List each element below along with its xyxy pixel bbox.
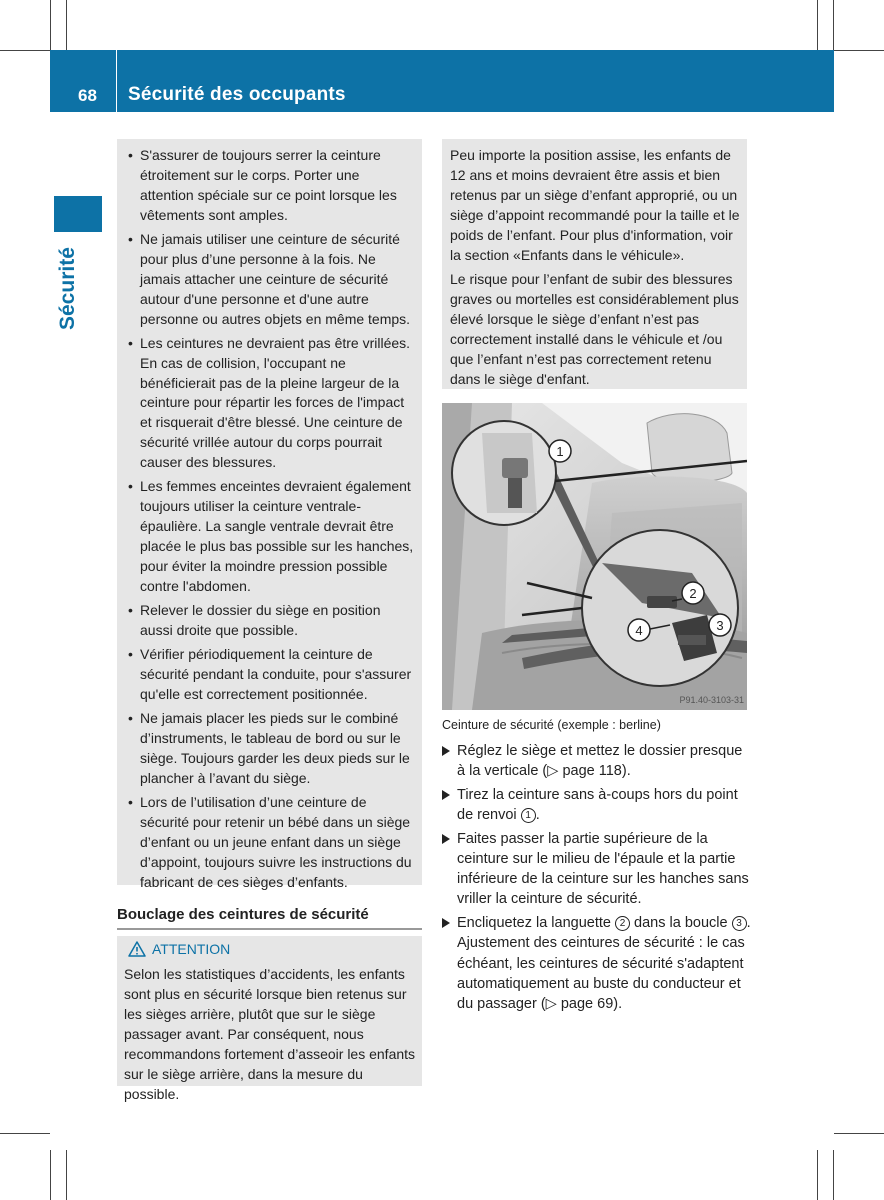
list-item: • S'assurer de toujours serrer la ceinture étroitement sur le corps. Porter une attention spéciale sur ce point lorsque les vêtements sont amples. bbox=[128, 147, 397, 223]
callout-1 bbox=[549, 440, 571, 462]
figure-caption: Ceinture de sécurité (exemple : berline) bbox=[442, 718, 661, 732]
warning-title-text: ATTENTION bbox=[152, 941, 231, 957]
crop-mark bbox=[833, 0, 834, 50]
step-text: Encliquetez la languette bbox=[457, 915, 615, 932]
side-tab-label: Sécurité bbox=[56, 247, 79, 330]
step-text: ). bbox=[613, 995, 623, 1012]
page-reference-link[interactable]: ▷ page 69 bbox=[545, 995, 614, 1012]
heading-rule bbox=[117, 928, 422, 930]
step-text: Ajustement des ceintures de sécurité : le cas échéant, les ceintures de sécurité s'adaptent automatiquement au buste du conducteur et du passager ( bbox=[457, 935, 745, 1012]
step-text: Faites passer la partie supérieure de la ceinture sur le milieu de l'épaule et la partie inférieure de la ceinture sur les hanches sans vriller la ceinture de sécurité. bbox=[457, 830, 749, 908]
step-arrow-icon bbox=[442, 834, 450, 844]
warning-triangle-icon bbox=[128, 941, 146, 957]
callout-number: 2 bbox=[615, 916, 630, 931]
list-item: • Les ceintures ne devraient pas être vrillées. En cas de collision, l'occupant ne bénéficierait pas de la pleine largeur de la ceinture pour répartir les forces de l'impact et risquerait d'être blessé. Une ceinture de sécurité vrillée autour du corps pourrait causer des blessures. bbox=[128, 334, 411, 471]
svg-text:4: 4 bbox=[635, 623, 643, 638]
bullet-text: Les femmes enceintes devraient également toujours utiliser la ceinture ventrale-épaulière. La sangle ventrale devrait être placée le plus bas possible sur les hanches, pour éviter la moindre pression possible contre l'abdomen. bbox=[140, 478, 414, 594]
safety-bullet-list bbox=[124, 146, 416, 897]
callout-4 bbox=[628, 619, 650, 641]
list-item: • Les femmes enceintes devraient également toujours utiliser la ceinture ventrale-épaulière. La sangle ventrale devrait être placée le plus bas possible sur les hanches, pour éviter la moindre pression possible contre l'abdomen. bbox=[128, 478, 414, 594]
bullet-text: Vérifier périodiquement la ceinture de sécurité pendant la conduite, pour s'assurer qu'elle est correctement positionnée. bbox=[140, 646, 412, 703]
crop-mark bbox=[50, 1150, 51, 1200]
callout-3 bbox=[709, 614, 731, 636]
warning-text: Selon les statistiques d’accidents, les enfants sont plus en sécurité lorsque bien retenus sur les sièges arrière, plutôt que sur le siège passager avant. Par conséquent, nous recommandons fortement d’asseoir les enfants sur le siège arrière, dans la mesure du possible. bbox=[124, 966, 416, 1102]
list-item: • Vérifier périodiquement la ceinture de sécurité pendant la conduite, pour s'assurer qu'elle est correctement positionnée. bbox=[128, 646, 412, 703]
svg-text:1: 1 bbox=[556, 444, 564, 459]
list-item: • Ne jamais placer les pieds sur le combiné d’instruments, le tableau de bord ou sur le siège. Toujours garder les deux pieds sur le plancher à l’avant du siège. bbox=[128, 710, 410, 786]
callout-number: 3 bbox=[732, 916, 747, 931]
seatbelt-illustration bbox=[442, 403, 747, 710]
callout-number: 1 bbox=[521, 808, 536, 823]
bullet-text: Ne jamais utiliser une ceinture de sécurité pour plus d’une personne à la fois. Ne jamais attacher une ceinture de sécurité autour d'une personne et d'une autre personne ou autres objets en même temps. bbox=[140, 230, 411, 327]
step-item bbox=[442, 741, 752, 781]
bullet-text: Ne jamais placer les pieds sur le combiné d’instruments, le tableau de bord ou sur le siège. Toujours garder les deux pieds sur le plancher à l’avant du siège. bbox=[140, 710, 410, 786]
crop-mark bbox=[0, 50, 50, 51]
step-arrow-icon bbox=[442, 790, 450, 800]
step-text: dans la boucle bbox=[630, 915, 732, 932]
figure-code: P91.40-3103-31 bbox=[679, 695, 744, 705]
paragraph: Peu importe la position assise, les enfants de 12 ans et moins devraient être assis et bien retenus par un siège d’enfant approprié, ou un siège d’appoint recommandé pour la taille et le poids de l’enfant. Pour plus d'information, voir la section «Enfants dans le véhicule». bbox=[450, 147, 740, 263]
page-reference-link[interactable]: ▷ page 118 bbox=[547, 763, 622, 780]
bullet-text: Lors de l’utilisation d’une ceinture de sécurité pour retenir un bébé dans un siège d’enfant ou un jeune enfant dans un siège d’appoint, toujours suivre les instructions du fabricant de ces sièges d’enfants. bbox=[140, 794, 412, 890]
crop-mark bbox=[66, 1150, 67, 1200]
crop-mark bbox=[833, 1150, 834, 1200]
svg-text:3: 3 bbox=[716, 618, 724, 633]
crop-mark bbox=[66, 0, 67, 50]
crop-mark bbox=[817, 0, 818, 50]
step-arrow-icon bbox=[442, 918, 450, 928]
crop-mark bbox=[50, 0, 51, 50]
crop-mark bbox=[817, 1150, 818, 1200]
list-item: • Relever le dossier du siège en position aussi droite que possible. bbox=[128, 602, 381, 639]
paragraph: Le risque pour l’enfant de subir des blessures graves ou mortelles est considérablement plus élevé lorsque le siège d’enfant n’est pas correctement installé dans le véhicule et /ou que l’enfant n’est pas correctement retenu dans le siège d'enfant. bbox=[450, 271, 739, 387]
step-arrow-icon bbox=[442, 746, 450, 756]
step-item bbox=[442, 913, 752, 1014]
step-text: Tirez la ceinture sans à-coups hors du point de renvoi bbox=[457, 786, 738, 824]
warning-title bbox=[128, 941, 230, 957]
header-divider bbox=[116, 50, 117, 112]
page-title: Sécurité des occupants bbox=[128, 84, 346, 105]
crop-mark bbox=[0, 1133, 50, 1134]
step-text: . bbox=[746, 915, 751, 932]
step-text: ). bbox=[621, 763, 631, 780]
crop-mark bbox=[834, 1133, 884, 1134]
section-heading: Bouclage des ceintures de sécurité bbox=[117, 906, 369, 923]
crop-mark bbox=[834, 50, 884, 51]
child-info-text bbox=[450, 146, 742, 395]
svg-text:2: 2 bbox=[689, 586, 697, 601]
callout-2 bbox=[682, 582, 704, 604]
instruction-steps bbox=[442, 741, 752, 1018]
bullet-text: Relever le dossier du siège en position aussi droite que possible. bbox=[140, 602, 381, 639]
page-number: 68 bbox=[78, 86, 97, 105]
bullet-text: Les ceintures ne devraient pas être vrillées. En cas de collision, l'occupant ne bénéficierait pas de la pleine largeur de la ceinture pour répartir les forces de l'impact et risquerait d'être blessé. Une ceinture de sécurité vrillée autour du corps pourrait causer des blessures. bbox=[140, 334, 411, 471]
step-text: Réglez le siège et mettez le dossier presque à la verticale ( bbox=[457, 743, 743, 780]
bullet-text: S'assurer de toujours serrer la ceinture étroitement sur le corps. Porter une attention spéciale sur ce point lorsque les vêtements sont amples. bbox=[140, 147, 397, 223]
seatbelt-figure bbox=[442, 403, 747, 710]
list-item: • Lors de l’utilisation d’une ceinture de sécurité pour retenir un bébé dans un siège d’enfant ou un jeune enfant dans un siège d’appoint, toujours suivre les instructions du fabricant de ces sièges d’enfants. bbox=[128, 794, 412, 890]
step-item bbox=[442, 785, 752, 825]
step-text: . bbox=[535, 807, 540, 824]
list-item: • Ne jamais utiliser une ceinture de sécurité pour plus d’une personne à la fois. Ne jamais attacher une ceinture de sécurité autour d'une personne et d'une autre personne ou autres objets en même temps. bbox=[128, 230, 411, 327]
side-tab-marker bbox=[54, 196, 102, 232]
step-item bbox=[442, 829, 752, 910]
